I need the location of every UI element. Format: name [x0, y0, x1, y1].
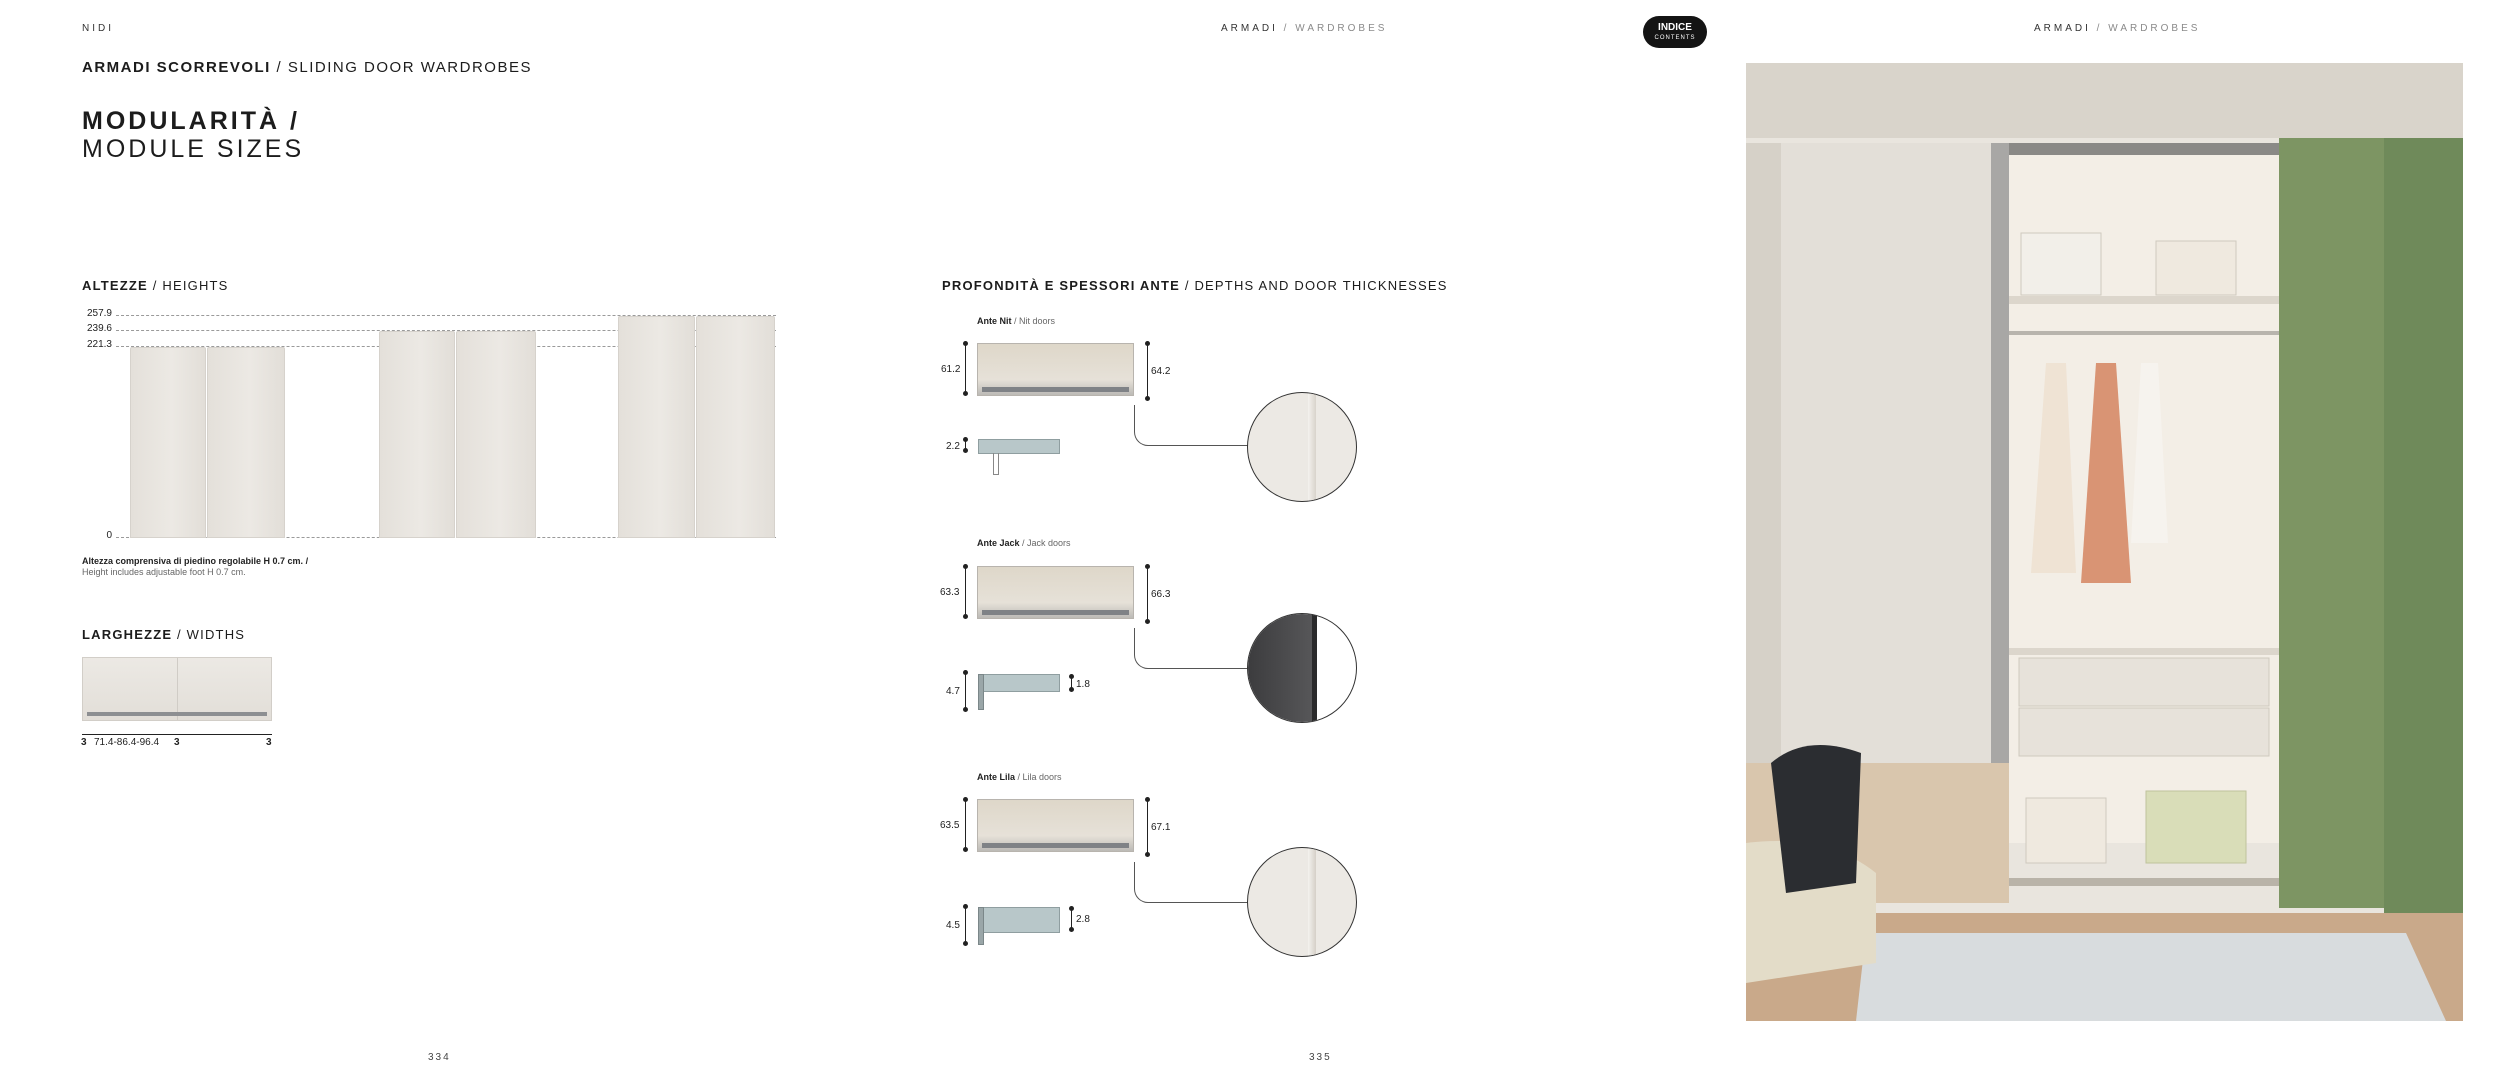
thickness-line-right [1071, 676, 1072, 690]
leader-curve [1134, 628, 1149, 669]
detail-circle-jack [1247, 613, 1357, 723]
wardrobe-photo [1746, 63, 2463, 1021]
section-title [82, 59, 532, 76]
page-number-left: 334 [428, 1052, 451, 1063]
heights-note-line1: Altezza comprensiva di piedino regolabile H 0.7 cm. / [82, 556, 309, 566]
door-type-name-en: / Jack doors [1019, 538, 1071, 548]
width-dim-main: 71.4-86.4-96.4 [94, 737, 160, 748]
height-tick-0: 0 [106, 530, 112, 541]
door-type-name: Ante Lila [977, 772, 1016, 782]
heights-heading [82, 278, 229, 293]
depth-left-value: 63.5 [940, 820, 960, 831]
depth-right-value: 67.1 [1151, 822, 1171, 833]
widths-heading-rest: / WIDTHS [172, 627, 246, 642]
wardrobe-door [379, 331, 455, 538]
running-header-bold: ARMADI [2034, 23, 2091, 34]
door-type-name-en: / Lila doors [1015, 772, 1062, 782]
door-section-handle [993, 453, 999, 475]
door-type-name: Ante Nit [977, 316, 1012, 326]
profile-rail [982, 843, 1129, 848]
heights-note [82, 556, 308, 578]
width-module [82, 657, 272, 721]
detail-edge [1308, 393, 1316, 502]
wardrobe-door [130, 347, 206, 538]
width-dim-left: 3 [81, 737, 87, 748]
wardrobe-door [456, 331, 536, 538]
thickness-line [965, 439, 966, 451]
leader-line [1148, 902, 1248, 903]
width-dim-right: 3 [266, 737, 272, 748]
width-dimension-line [82, 734, 272, 735]
running-header-light: WARDROBES [1295, 23, 1388, 34]
depths-heading-rest: / DEPTHS AND DOOR THICKNESSES [1180, 278, 1448, 293]
depth-right-value: 66.3 [1151, 589, 1171, 600]
height-tick-257: 257.9 [86, 308, 112, 319]
thickness-right-value: 1.8 [1076, 679, 1090, 690]
logo-line1: INDICE [1658, 22, 1692, 33]
detail-edge [1312, 614, 1317, 723]
depth-line-left [965, 566, 966, 617]
door-section-frame [978, 907, 984, 945]
leader-line [1148, 668, 1248, 669]
thickness-value: 4.5 [946, 920, 960, 931]
page-title-line2: MODULE SIZES [82, 135, 305, 163]
door-type-name-en: / Nit doors [1011, 316, 1056, 326]
running-header-sep: / [1277, 23, 1296, 34]
width-module-rail [87, 712, 267, 716]
thickness-value: 2.2 [946, 441, 960, 452]
heights-note-line2: Height includes adjustable foot H 0.7 cm. [82, 567, 246, 577]
thickness-right-value: 2.8 [1076, 914, 1090, 925]
thickness-line [965, 906, 966, 944]
door-type-label-nit [977, 316, 1055, 326]
contents-logo-button[interactable] [1643, 16, 1707, 48]
door-profile-nit [977, 343, 1134, 396]
widths-heading-bold: LARGHEZZE [82, 627, 173, 642]
profile-rail [982, 387, 1129, 392]
leader-line [1148, 445, 1248, 446]
door-section-jack [978, 674, 1060, 692]
detail-dark-panel [1248, 614, 1316, 723]
depths-heading-bold: PROFONDITÀ E SPESSORI ANTE [942, 278, 1181, 293]
section-title-rest: / SLIDING DOOR WARDROBES [270, 59, 532, 76]
door-section-nit [978, 439, 1060, 454]
width-dim-mid: 3 [174, 737, 180, 748]
section-title-bold: ARMADI SCORREVOLI [82, 59, 271, 76]
brand-name: NIDI [82, 23, 114, 34]
height-tick-239: 239.6 [86, 323, 112, 334]
wardrobe-door [618, 316, 695, 538]
page-number-right: 335 [1309, 1052, 1332, 1063]
detail-circle-nit [1247, 392, 1357, 502]
depth-line-left [965, 799, 966, 850]
depth-right-value: 64.2 [1151, 366, 1171, 377]
door-type-name: Ante Jack [977, 538, 1020, 548]
heights-heading-bold: ALTEZZE [82, 278, 148, 293]
depth-line-right [1147, 343, 1148, 399]
page-title [82, 107, 304, 163]
thickness-line [965, 672, 966, 710]
door-type-label-lila [977, 772, 1062, 782]
depth-left-value: 63.3 [940, 587, 960, 598]
door-profile-lila [977, 799, 1134, 852]
running-header-sep: / [2090, 23, 2109, 34]
wardrobe-door [696, 316, 775, 538]
door-type-label-jack [977, 538, 1071, 548]
door-section-frame [978, 674, 984, 710]
heights-heading-rest: / HEIGHTS [147, 278, 229, 293]
detail-edge [1308, 848, 1316, 957]
running-header-left [1221, 23, 1387, 34]
wardrobe-scene-illustration [1746, 63, 2463, 1021]
depth-line-right [1147, 566, 1148, 622]
widths-heading [82, 627, 245, 642]
logo-line2: CONTENTS [1654, 35, 1696, 41]
wardrobe-door [207, 347, 285, 538]
page-title-line1: MODULARITÀ / [82, 107, 300, 135]
width-module-split [177, 658, 178, 720]
profile-rail [982, 610, 1129, 615]
leader-curve [1134, 862, 1149, 903]
thickness-value: 4.7 [946, 686, 960, 697]
running-header-light: WARDROBES [2108, 23, 2201, 34]
depth-left-value: 61.2 [941, 364, 961, 375]
detail-circle-lila [1247, 847, 1357, 957]
height-tick-221: 221.3 [86, 339, 112, 350]
depth-line-left [965, 343, 966, 394]
leader-curve [1134, 405, 1149, 446]
depths-heading [942, 278, 1448, 293]
door-profile-jack [977, 566, 1134, 619]
depth-line-right [1147, 799, 1148, 855]
door-section-lila [978, 907, 1060, 933]
thickness-line-right [1071, 908, 1072, 930]
running-header-bold: ARMADI [1221, 23, 1278, 34]
running-header-right [2034, 23, 2200, 34]
